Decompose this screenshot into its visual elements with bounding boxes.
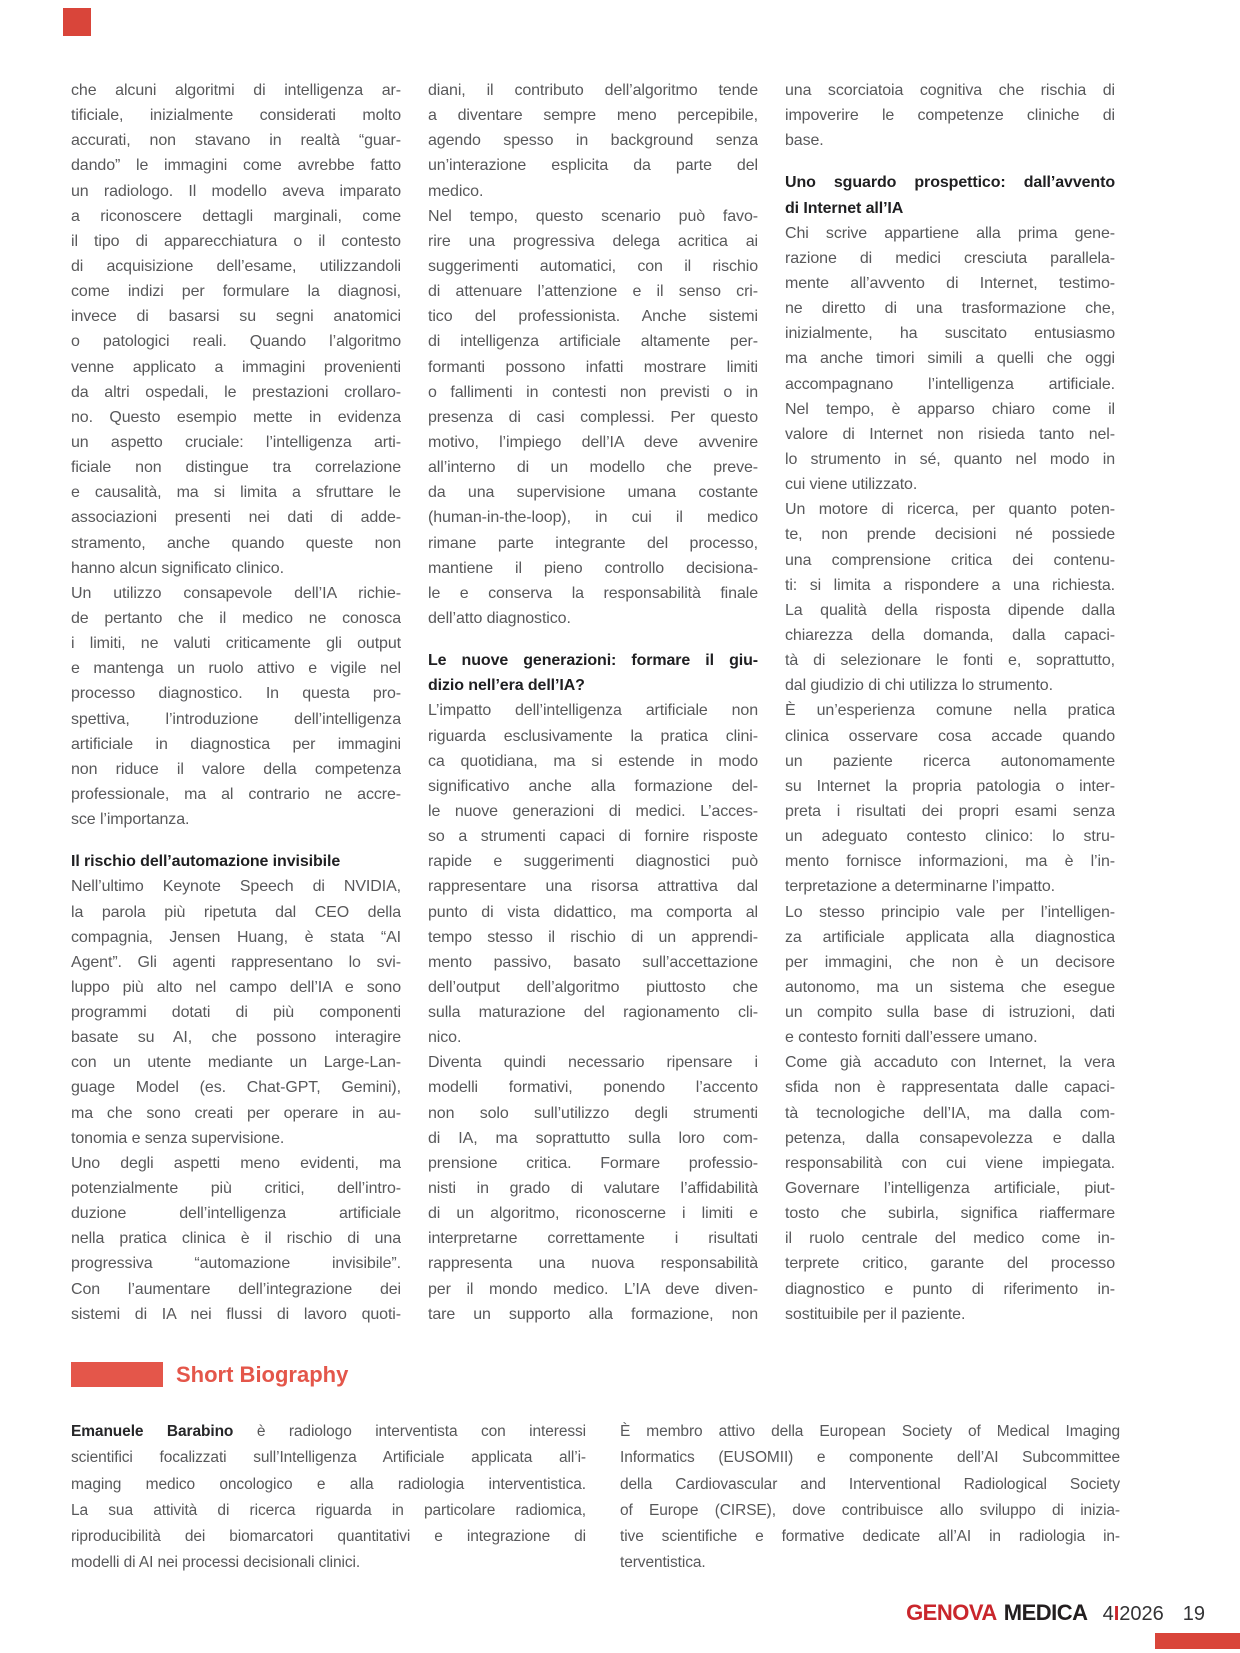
text-line: Con l’aumentare dell’integrazione dei — [71, 1280, 401, 1298]
text-line: autonomo, ma un sistema che esegue — [785, 978, 1115, 996]
text-line: luppo più alto nel campo dell’IA e sono — [71, 978, 401, 996]
text-line: e mantenga un ruolo attivo e vigile nel — [71, 660, 401, 678]
text-line: le nuove generazioni di medici. L’acces- — [428, 802, 758, 820]
text-line: dando” le immagini come avrebbe fatto — [71, 157, 401, 175]
text-line: mento passivo, basato sull’accettazione — [428, 953, 758, 971]
text-line: Uno sguardo prospettico: dall’avvento — [785, 174, 1115, 192]
text-line: professionale, ma al contrario ne accre- — [71, 785, 401, 803]
text-line: nella pratica clinica è il rischio di una — [71, 1230, 401, 1248]
paragraph — [428, 78, 758, 204]
issue-number: 4 — [1102, 1603, 1114, 1625]
text-line: te, non prende decisioni né possiede — [785, 526, 1115, 544]
text-line: di un algoritmo, riconoscerne i limiti e — [428, 1205, 758, 1223]
text-line: hanno alcun significato clinico. — [71, 559, 284, 577]
text-line: Governare l’intelligenza artificiale, piut- — [785, 1180, 1115, 1198]
paragraph — [785, 900, 1115, 1051]
text-line: modelli formativi, ponendo l’accento — [428, 1079, 758, 1097]
page-corner-mark — [63, 8, 91, 36]
text-line: responsabilità con cui viene impiegata. — [785, 1154, 1115, 1172]
text-line: per immagini, che non è un decisore — [785, 953, 1115, 971]
magazine-logo-genova: GENOVA — [906, 1600, 997, 1625]
text-line: of Europe (CIRSE), dove contribuisce allo sviluppo di inizia- — [620, 1501, 1120, 1519]
text-line: Chi scrive appartiene alla prima gene- — [785, 224, 1115, 242]
section-marker-bar — [71, 1362, 163, 1387]
article-column-3 — [785, 78, 1115, 1327]
text-line: mente all’avvento di Internet, testimo- — [785, 274, 1115, 292]
text-line: Un utilizzo consapevole dell’IA richie- — [71, 584, 401, 602]
section-title: Short Biography — [176, 1362, 349, 1387]
text-line: per il mondo medico. L’IA deve diven- — [428, 1280, 758, 1298]
text-line: base. — [785, 132, 824, 150]
text-line: Le nuove generazioni: formare il giu- — [428, 652, 758, 670]
text-line: inizialmente, ha suscitato entusiasmo — [785, 325, 1115, 343]
text-line: Nell’ultimo Keynote Speech di NVIDIA, — [71, 878, 401, 896]
text-line: il ruolo centrale del medico come in- — [785, 1230, 1115, 1248]
text-line: interpretarne correttamente i risultati — [428, 1230, 758, 1248]
text-line: un’interazione esplicita da parte del — [428, 157, 758, 175]
text-line: impoverire le competenze cliniche di — [785, 107, 1115, 125]
text-line: guage Model (es. Chat-GPT, Gemini), — [71, 1079, 401, 1097]
text-line: punto di vista didattico, ma comporta al — [428, 903, 758, 921]
text-line: riproducibilità dei biomarcatori quantitativi e integrazione di — [71, 1528, 586, 1546]
text-line: scientifici focalizzati sull’Intelligenza Artificiale applicata all’i- — [71, 1449, 586, 1467]
text-line: e contesto forniti dall’essere umano. — [785, 1029, 1038, 1047]
text-line: ne diretto di una trasformazione che, — [785, 300, 1115, 318]
text-line: una comprensione critica dei contenu- — [785, 551, 1115, 569]
text-line: dal giudizio di chi utilizza lo strumento. — [785, 677, 1053, 695]
paragraph — [71, 1151, 401, 1327]
page-footer — [0, 1600, 1205, 1626]
text-line: terventistica. — [620, 1554, 706, 1572]
text-line: Nel tempo, è apparso chiaro come il — [785, 400, 1115, 418]
text-line: con un utente mediante un Large-Lan- — [71, 1054, 401, 1072]
paragraph — [71, 581, 401, 832]
text-line: le e conserva la responsabilità finale — [428, 584, 758, 602]
text-line: Diventa quindi necessario ripensare i — [428, 1054, 758, 1072]
text-line: venne applicato a immagini provenienti — [71, 358, 401, 376]
text-line: suggerimenti automatici, con il rischio — [428, 257, 758, 275]
text-line: sostituibile per il paziente. — [785, 1305, 966, 1323]
text-line: terpretazione a determinarne l’impatto. — [785, 878, 1056, 896]
text-line: formanti possono infatti mostrare limiti — [428, 358, 758, 376]
text-line: non solo sull’utilizzo degli strumenti — [428, 1104, 758, 1122]
text-line: ca quotidiana, ma si estende in modo — [428, 752, 758, 770]
text-line: Emanuele Barabino è radiologo interventista con interessi — [71, 1423, 586, 1440]
text-line: tive scientifiche e formative dedicate all’AI in radiologia in- — [620, 1528, 1120, 1546]
issue-label — [1103, 1603, 1164, 1626]
text-line: rappresentare una risorsa attrattiva dal — [428, 878, 758, 896]
person-name: Emanuele Barabino — [71, 1423, 234, 1440]
text-line: tà di selezionare le fonti e, soprattutto, — [785, 652, 1115, 670]
text-line: rimane parte integrante del processo, — [428, 534, 758, 552]
text-line: mento fornisce informazioni, ma è l’in- — [785, 853, 1115, 871]
biography-column-2 — [620, 1419, 1120, 1577]
text-line: riguarda esclusivamente la pratica clini- — [428, 727, 758, 745]
paragraph — [785, 221, 1115, 498]
text-line: La qualità della risposta dipende dalla — [785, 601, 1115, 619]
text-line: duzione dell’intelligenza artificiale — [71, 1205, 401, 1223]
text-line: progressiva “automazione invisibile”. — [71, 1255, 401, 1273]
text-line: agendo spesso in background senza — [428, 132, 758, 150]
text-line: di Internet all’IA — [785, 199, 904, 217]
text-line: associazioni presenti nei dati di adde- — [71, 509, 401, 527]
text-line: prensione critica. Formare professio- — [428, 1154, 758, 1172]
text-line: È un’esperienza comune nella pratica — [785, 702, 1115, 720]
magazine-logo-medica: MEDICA — [1003, 1600, 1088, 1625]
text-line: di attenuare l’attenzione e il senso cri- — [428, 283, 758, 301]
text-line: ma che sono creati per operare in au- — [71, 1104, 401, 1122]
article-column-2 — [428, 78, 758, 1327]
text-line: Il rischio dell’automazione invisibile — [71, 853, 341, 871]
paragraph — [428, 1050, 758, 1327]
section-heading — [428, 648, 758, 698]
short-biography-header — [71, 1362, 348, 1387]
text-line: petenza, dalla consapevolezza e dalla — [785, 1129, 1115, 1147]
text-line: invece di basarsi su segni anatomici — [71, 308, 401, 326]
text-line: mantiene il pieno controllo decisiona- — [428, 559, 758, 577]
paragraph — [71, 78, 401, 581]
text-line: chiarezza della domanda, dalla capaci- — [785, 626, 1115, 644]
footer-accent-bar — [1155, 1633, 1240, 1649]
paragraph — [785, 1050, 1115, 1327]
issue-separator: I — [1113, 1603, 1120, 1625]
text-line: spettiva, l’introduzione dell’intelligenza — [71, 710, 401, 728]
text-line: medico. — [428, 182, 484, 200]
text-line: so a strumenti capaci di fornire risposte — [428, 828, 758, 846]
text-line: Uno degli aspetti meno evidenti, ma — [71, 1154, 401, 1172]
biography-column-1 — [71, 1419, 586, 1577]
text-line: tosto che subirla, significa riaffermare — [785, 1205, 1115, 1223]
paragraph — [785, 497, 1115, 698]
text-line: rappresenta una nuova responsabilità — [428, 1255, 758, 1273]
page-number: 19 — [1182, 1603, 1205, 1625]
text-line: modelli di AI nei processi decisionali clinici. — [71, 1554, 361, 1572]
text-line: di intelligenza artificiale altamente per- — [428, 333, 758, 351]
text-line: sce l’importanza. — [71, 811, 190, 829]
text-line: L’impatto dell’intelligenza artificiale non — [428, 702, 758, 720]
text-line: sfida non è rappresentata dalle capaci- — [785, 1079, 1115, 1097]
text-line: È membro attivo della European Society of Medical Imaging — [620, 1423, 1120, 1440]
text-line: un paziente ricerca autonomamente — [785, 752, 1115, 770]
text-line: di acquisizione dell’esame, utilizzandoli — [71, 257, 401, 275]
text-line: stramento, anche quando queste non — [71, 534, 401, 552]
text-line: za artificiale applicata alla diagnostica — [785, 928, 1115, 946]
paragraph — [71, 1419, 586, 1577]
text-line: nico. — [428, 1029, 462, 1047]
text-line: Agent”. Gli agenti rappresentano lo svi- — [71, 953, 401, 971]
text-line: terprete critico, garante del processo — [785, 1255, 1115, 1273]
text-line: tificiale, inizialmente considerati molto — [71, 107, 401, 125]
text-line: o patologici reali. Quando l’algoritmo — [71, 333, 401, 351]
paragraph — [785, 78, 1115, 153]
text-line: dell’output dell’algoritmo piuttosto che — [428, 978, 758, 996]
text-line: presenza di casi complessi. Per questo — [428, 408, 758, 426]
text-line: o fallimenti in contesti non previsti o in — [428, 383, 758, 401]
text-line: dizio nell’era dell’IA? — [428, 677, 585, 695]
text-line: rapide e suggerimenti diagnostici può — [428, 853, 758, 871]
text-line: su Internet la propria patologia o inter- — [785, 777, 1115, 795]
text-line: Un motore di ricerca, per quanto poten- — [785, 501, 1115, 519]
section-heading — [785, 170, 1115, 220]
text-line: e causalità, ma si limita a sfruttare le — [71, 484, 401, 502]
text-line: tà tecnologiche dell’IA, ma dalla com- — [785, 1104, 1115, 1122]
text-line: de pertanto che il medico ne conosca — [71, 609, 401, 627]
text-line: clinica osservare cosa accade quando — [785, 727, 1115, 745]
text-line: preta i risultati dei propri esami senza — [785, 802, 1115, 820]
text-line: un aspetto cruciale: l’intelligenza arti- — [71, 433, 401, 451]
section-heading — [71, 849, 401, 874]
text-line: Informatics (EUSOMII) e componente dell’AI Subcommittee — [620, 1449, 1120, 1467]
text-line: rire una progressiva delega acritica ai — [428, 232, 758, 250]
text-line: da altri ospedali, le prestazioni crollaro- — [71, 383, 401, 401]
text-line: compagnia, Jensen Huang, è stata “AI — [71, 928, 401, 946]
text-line: i limiti, ne valuti criticamente gli output — [71, 635, 401, 653]
paragraph — [620, 1419, 1120, 1577]
text-line: cui viene utilizzato. — [785, 476, 918, 494]
text-line: diagnostico e punto di riferimento in- — [785, 1280, 1115, 1298]
text-line: della Cardiovascular and Interventional Radiological Society — [620, 1475, 1120, 1493]
text-line: accurati, non stavano in realtà “guar- — [71, 132, 401, 150]
text-line: ma anche timori simili a quelli che oggi — [785, 350, 1115, 368]
text-line: valore di Internet non risieda tanto nel- — [785, 425, 1115, 443]
text-line: programmi dotati di più componenti — [71, 1004, 401, 1022]
text-line: sistemi di IA nei flussi di lavoro quoti- — [71, 1305, 401, 1323]
text-line: a diventare sempre meno percepibile, — [428, 107, 758, 125]
text-line: razione di medici cresciuta parallela- — [785, 249, 1115, 267]
text-line: la parola più ripetuta dal CEO della — [71, 903, 401, 921]
text-line: tare un supporto alla formazione, non — [428, 1305, 758, 1323]
text-line: come indizi per formulare la diagnosi, — [71, 283, 401, 301]
text-line: che alcuni algoritmi di intelligenza ar- — [71, 82, 401, 99]
paragraph — [428, 204, 758, 631]
text-line: tico del professionista. Anche sistemi — [428, 308, 758, 326]
text-line: La sua attività di ricerca riguarda in particolare radiomica, — [71, 1501, 586, 1519]
text-line: no. Questo esempio mette in evidenza — [71, 408, 401, 426]
text-line: Come già accaduto con Internet, la vera — [785, 1054, 1115, 1072]
text-line: tonomia e senza supervisione. — [71, 1129, 285, 1147]
text-line: nisti in grado di valutare l’affidabilità — [428, 1180, 758, 1198]
text-line: un compito sulla base di istruzioni, dati — [785, 1004, 1115, 1022]
text-line: maging medico oncologico e alla radiologia interventistica. — [71, 1475, 586, 1493]
text-line: accompagnano l’intelligenza artificiale. — [785, 375, 1115, 393]
text-line: Nel tempo, questo scenario può favo- — [428, 207, 758, 225]
text-line: processo diagnostico. In questa pro- — [71, 685, 401, 703]
text-line: tempo stesso il rischio di un apprendi- — [428, 928, 758, 946]
text-line: da una supervisione umana costante — [428, 484, 758, 502]
text-line: all’interno di un modello che preve- — [428, 459, 758, 477]
text-line: il tipo di apparecchiatura o il contesto — [71, 232, 401, 250]
text-line: (human-in-the-loop), in cui il medico — [428, 509, 758, 527]
text-line: ti: si limita a rispondere a una richiesta. — [785, 576, 1115, 594]
text-line: dell’atto diagnostico. — [428, 609, 571, 627]
issue-year: 2026 — [1119, 1603, 1164, 1625]
text-line: significativo anche alla formazione del- — [428, 777, 758, 795]
text-line: sulla maturazione del ragionamento cli- — [428, 1004, 758, 1022]
text-line: artificiale in diagnostica per immagini — [71, 735, 401, 753]
text-line: un radiologo. Il modello aveva imparato — [71, 182, 401, 200]
text-line: a riconoscere dettagli marginali, come — [71, 207, 401, 225]
text-line: motivo, l’impiego dell’IA deve avvenire — [428, 433, 758, 451]
article-column-1 — [71, 78, 401, 1327]
paragraph — [71, 874, 401, 1151]
paragraph — [785, 698, 1115, 899]
text-line: lo strumento in sé, quanto nel modo in — [785, 450, 1115, 468]
text-line: un adeguato contesto clinico: lo stru- — [785, 828, 1115, 846]
text-line: potenzialmente più critici, dell’intro- — [71, 1180, 401, 1198]
text-line: non riduce il valore della competenza — [71, 760, 401, 778]
text-line: Lo stesso principio vale per l’intelligen- — [785, 903, 1115, 921]
paragraph — [428, 698, 758, 1050]
text-line: ficiale non distingue tra correlazione — [71, 459, 401, 477]
text-line: una scorciatoia cognitiva che rischia di — [785, 82, 1115, 99]
text-line: basate su AI, che possono interagire — [71, 1029, 401, 1047]
text-line: diani, il contributo dell’algoritmo tende — [428, 82, 758, 99]
text-line: di IA, ma soprattutto sulla loro com- — [428, 1129, 758, 1147]
